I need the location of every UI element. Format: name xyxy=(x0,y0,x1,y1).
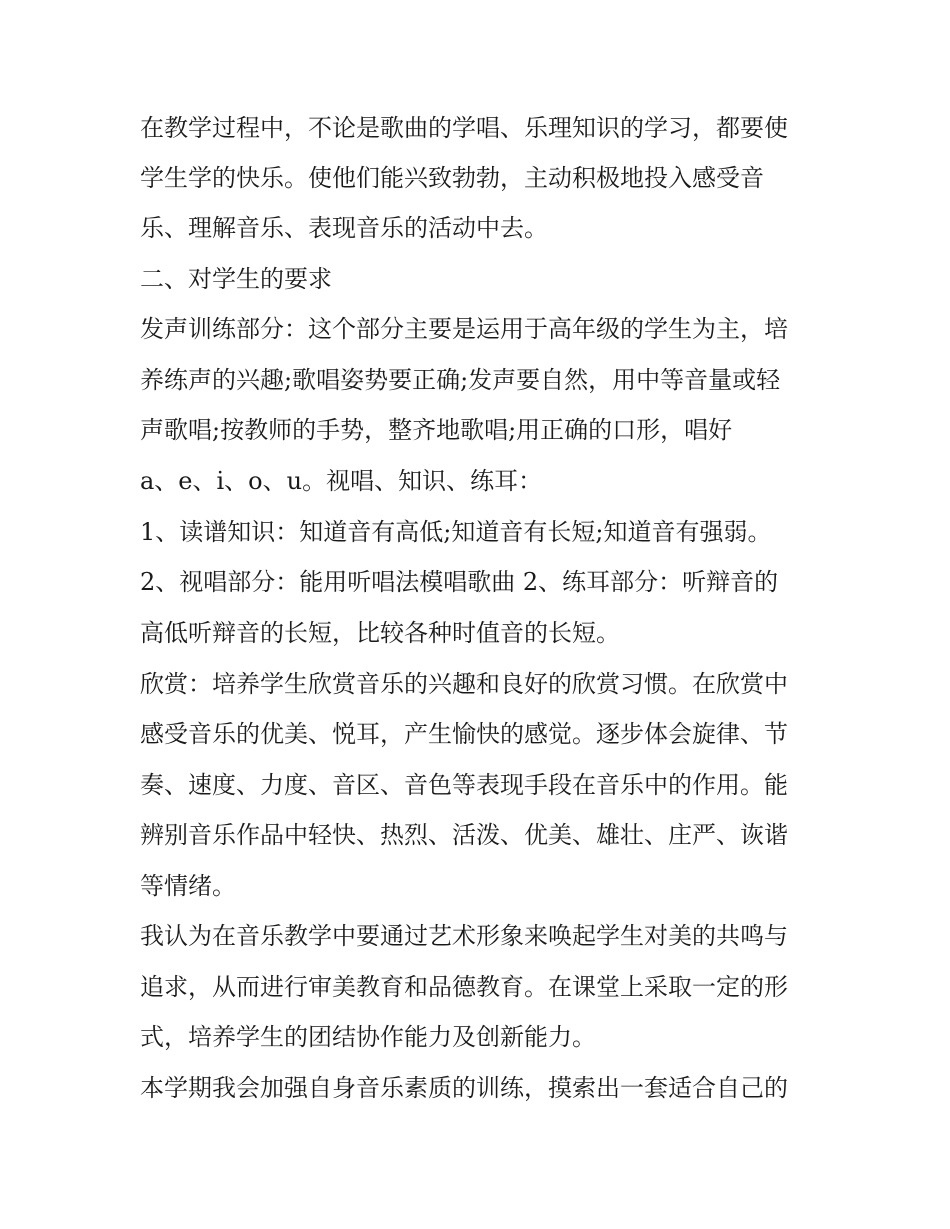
text-line: 养练声的兴趣;歌唱姿势要正确;发声要自然，用中等音量或轻 xyxy=(140,366,781,394)
text-line: 追求，从而进行审美教育和品德教育。在课堂上采取一定的形 xyxy=(140,973,788,1001)
text-line: 等情绪。 xyxy=(140,872,236,900)
text-line: 我认为在音乐教学中要通过艺术形象来唤起学生对美的共鸣与 xyxy=(140,922,788,950)
text-line: 1、读谱知识：知道音有高低;知道音有长短;知道音有强弱。 xyxy=(140,518,772,546)
text-line: 奏、速度、力度、音区、音色等表现手段在音乐中的作用。能 xyxy=(140,771,788,799)
text-line: 欣赏：培养学生欣赏音乐的兴趣和良好的欣赏习惯。在欣赏中 xyxy=(140,670,788,698)
text-line: 声歌唱;按教师的手势，整齐地歌唱;用正确的口形，唱好 xyxy=(140,416,733,444)
text-line: 感受音乐的优美、悦耳，产生愉快的感觉。逐步体会旋律、节 xyxy=(140,720,788,748)
text-line: 学生学的快乐。使他们能兴致勃勃，主动积极地投入感受音 xyxy=(140,164,764,192)
text-line: 发声训练部分：这个部分主要是运用于高年级的学生为主，培 xyxy=(140,315,788,343)
text-line: 乐、理解音乐、表现音乐的活动中去。 xyxy=(140,214,548,242)
section-heading: 二、对学生的要求 xyxy=(140,265,332,293)
text-line: 在教学过程中，不论是歌曲的学唱、乐理知识的学习，都要使 xyxy=(140,114,788,142)
text-line: 式，培养学生的团结协作能力及创新能力。 xyxy=(140,1023,596,1051)
text-line: 辨别音乐作品中轻快、热烈、活泼、优美、雄壮、庄严、诙谐 xyxy=(140,821,788,849)
text-line: 2、视唱部分：能用听唱法模唱歌曲 2、练耳部分：听辩音的 xyxy=(140,568,779,596)
text-line: a、e、i、o、u。视唱、知识、练耳： xyxy=(140,467,543,495)
text-line: 本学期我会加强自身音乐素质的训练，摸索出一套适合自己的 xyxy=(140,1074,788,1102)
text-line: 高低听辩音的长短，比较各种时值音的长短。 xyxy=(140,619,620,647)
